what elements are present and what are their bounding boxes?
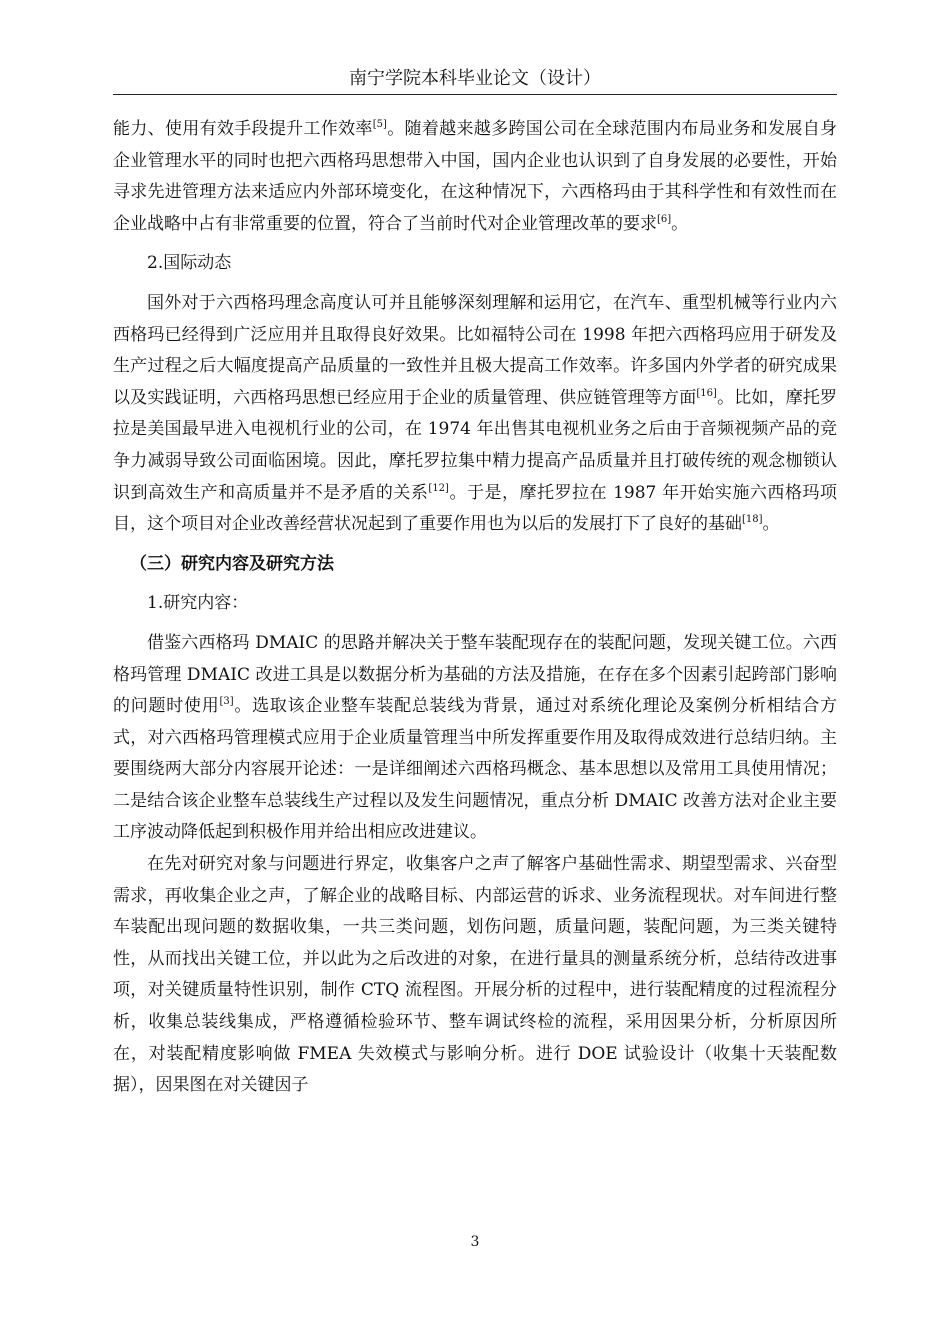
paragraph-continued xyxy=(113,114,837,240)
citation: [5] xyxy=(372,119,387,130)
text-run: 。于是，摩托罗拉在 1987 年开始实施六西格玛项目，这个项目对企业改善经营状况起到了重要作用也为以后的发展打下了良好的基础 xyxy=(113,482,838,535)
citation: [6] xyxy=(657,213,672,225)
section-heading xyxy=(113,549,837,581)
text-run: 。 xyxy=(762,514,780,535)
page-number xyxy=(0,1234,950,1250)
citation: [18] xyxy=(742,514,763,526)
text-run: 2.国际动态 xyxy=(147,253,232,274)
text-run: 国外对于六西格玛理念高度认可并且能够深刻理解和运用它，在汽车、重型机械等行业内六西格玛已经得到广泛应用并且取得良好效果。比如福特公司在 1998 年把六西格玛应用于研发及生产过程之后大幅度提高产品质量的一致性并且极大提高工作效率。许多国内外学者的研究成果以及实践证明，六西格玛思想已经应用于企业的质量管理、供应链管理等方面 xyxy=(113,292,837,408)
page-header xyxy=(113,66,837,95)
text-run: 。随着越来越多跨国公司在全球范围内布局业务和发展自身企业管理水平的同时也把六西格玛思想带入中国，国内企业也认识到了自身发展的必要性，开始寻求先进管理方法来适应内外部环境变化，在这种情况下，六西格玛由于其科学性和有效性而在企业战略中占有非常重要的位置，符合了当前时代对企业管理改革的要求 xyxy=(113,119,838,234)
subheading-international xyxy=(113,248,837,280)
page-number-text: 3 xyxy=(470,1234,480,1250)
citation: [16] xyxy=(696,387,717,399)
body-content xyxy=(113,114,837,1102)
citation: [3] xyxy=(219,696,234,708)
text-run: 在先对研究对象与问题进行界定，收集客户之声了解客户基础性需求、期望型需求、兴奋型需求，再收集企业之声，了解企业的战略目标、内部运营的诉求、业务流程现状。对车间进行整车装配出现问题的数据收集，一共三类问题，划伤问题，质量问题，装配问题，为三类关键特性，从而找出关键工位，并以此为之后改进的对象，在进行量具的测量系统分析，总结待改进事项，对关键质量特性识别，制作 CTQ 流程图。开展分析的过程中，进行装配精度的过程流程分析，收集总装线集成，严格遵循检验环节、整车调试终检的流程，采用因果分析，分析原因所在，对装配精度影响做 FMEA 失效模式与影响分析。进行 DOE 试验设计（收集十天装配数据），因果图在对关键因子 xyxy=(113,854,837,1096)
text-run: 借鉴六西格玛 DMAIC 的思路并解决关于整车装配现存在的装配问题，发现关键工位。六西格玛管理 DMAIC 改进工具是以数据分析为基础的方法及措施，在存在多个因素引起跨部门影响的问题时使用 xyxy=(113,632,837,717)
text-run: 。比如，摩托罗拉是美国最早进入电视机行业的公司，在 1974 年出售其电视机业务之后由于音频视频产品的竞争力减弱导致公司面临困境。因此，摩托罗拉集中精力提高产品质量并且打破传统的观念枷锁认识到高效生产和高质量并不是矛盾的关系 xyxy=(113,387,838,503)
paragraph-method xyxy=(113,849,837,1102)
text-run: 能力、使用有效手段提升工作效率 xyxy=(113,119,373,139)
citation: [12] xyxy=(428,482,449,494)
text-run: （三）研究内容及研究方法 xyxy=(130,553,334,574)
paragraph-research-content xyxy=(113,628,837,849)
paragraph-international xyxy=(113,288,837,541)
header-title: 南宁学院本科毕业论文（设计） xyxy=(349,68,601,89)
text-run: 。选取该企业整车装配总装线为背景，通过对系统化理论及案例分析相结合方式，对六西格玛管理模式应用于企业质量管理当中所发挥重要作用及取得成效进行总结归纳。主要围绕两大部分内容展开论述：一是详细阐述六西格玛概念、基本思想以及常用工具使用情况；二是结合该企业整车总装线生产过程以及发生问题情况，重点分析 DMAIC 改善方法对企业主要工序波动降低起到积极作用并给出相应改进建议。 xyxy=(113,696,838,843)
text-run: 。 xyxy=(671,213,689,234)
text-run: 1.研究内容： xyxy=(147,593,249,614)
subheading-research-content xyxy=(113,588,837,620)
